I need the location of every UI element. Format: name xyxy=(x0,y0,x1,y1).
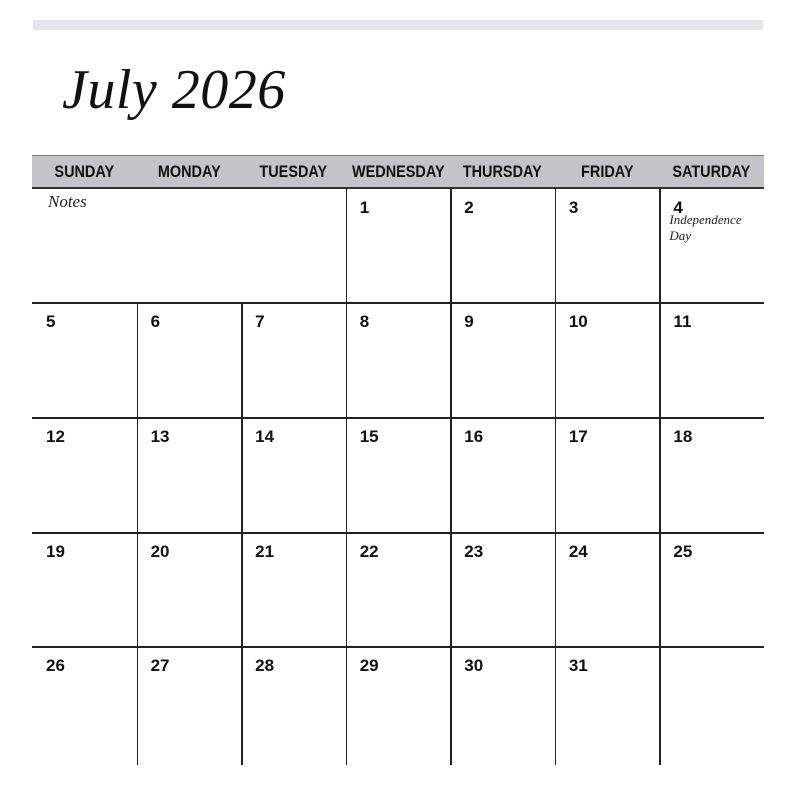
day-number: 28 xyxy=(255,656,275,675)
weekday-thursday: THURSDAY xyxy=(463,161,543,181)
day-number: 4 xyxy=(673,198,683,217)
day-number: 13 xyxy=(150,427,170,446)
day-cell[interactable] xyxy=(555,188,660,302)
day-cell[interactable] xyxy=(346,188,451,302)
day-cell[interactable] xyxy=(32,302,137,417)
day-number: 19 xyxy=(46,542,65,561)
day-number: 8 xyxy=(359,312,370,331)
day-number: 29 xyxy=(359,656,379,675)
day-number: 16 xyxy=(464,427,484,446)
holiday-label: Independence Day xyxy=(669,212,742,243)
day-number: 10 xyxy=(568,312,588,331)
day-cell[interactable] xyxy=(450,532,555,646)
day-cell[interactable] xyxy=(346,417,451,532)
day-cell[interactable] xyxy=(32,417,137,532)
day-divider xyxy=(450,188,452,765)
day-number: 7 xyxy=(255,312,265,331)
day-number: 24 xyxy=(568,542,588,561)
day-cell[interactable] xyxy=(137,302,242,417)
day-cell[interactable] xyxy=(659,302,764,417)
day-cell[interactable] xyxy=(450,417,555,532)
day-number: 2 xyxy=(464,198,474,217)
week-divider xyxy=(32,532,764,534)
day-grid xyxy=(32,188,764,765)
day-number: 31 xyxy=(568,656,588,675)
day-number: 11 xyxy=(673,312,692,331)
day-divider xyxy=(555,188,557,765)
weekday-monday: MONDAY xyxy=(157,161,221,181)
day-cell[interactable] xyxy=(659,417,764,532)
day-cell[interactable] xyxy=(450,302,555,417)
day-divider xyxy=(346,188,348,765)
weekday-wednesday: WEDNESDAY xyxy=(351,161,445,181)
day-number: 18 xyxy=(673,427,693,446)
day-cell[interactable] xyxy=(555,302,660,417)
empty-cell xyxy=(659,646,764,765)
day-cell[interactable] xyxy=(659,188,764,302)
day-cell[interactable] xyxy=(555,417,660,532)
day-cell[interactable] xyxy=(450,646,555,765)
day-cell[interactable] xyxy=(32,646,137,765)
day-cell[interactable] xyxy=(241,302,346,417)
day-number: 27 xyxy=(150,656,170,675)
day-number: 26 xyxy=(46,656,65,675)
day-number: 20 xyxy=(150,542,170,561)
day-cell[interactable] xyxy=(137,532,242,646)
day-number: 9 xyxy=(464,312,474,331)
day-number: 3 xyxy=(568,198,579,217)
day-divider xyxy=(137,302,139,765)
week-divider xyxy=(32,302,764,304)
day-cell[interactable] xyxy=(659,532,764,646)
day-divider xyxy=(241,302,243,765)
day-cell[interactable] xyxy=(450,188,555,302)
weekday-friday: FRIDAY xyxy=(580,161,634,181)
empty-cell xyxy=(137,188,242,302)
week-divider xyxy=(32,417,764,419)
day-cell[interactable] xyxy=(241,532,346,646)
empty-cell xyxy=(32,188,137,302)
day-cell[interactable] xyxy=(555,532,660,646)
page-title: July 2026 xyxy=(62,59,286,121)
day-number: 5 xyxy=(46,312,56,331)
day-cell[interactable] xyxy=(241,417,346,532)
day-number: 22 xyxy=(359,542,379,561)
day-cell[interactable] xyxy=(346,532,451,646)
day-number: 23 xyxy=(464,542,484,561)
day-cell[interactable] xyxy=(346,646,451,765)
day-cell[interactable] xyxy=(241,646,346,765)
calendar-top-edge xyxy=(33,20,763,30)
weekday-header xyxy=(32,155,764,189)
calendar-grid xyxy=(32,155,764,765)
day-divider xyxy=(659,188,661,765)
day-number: 12 xyxy=(46,427,65,446)
weekday-saturday: SATURDAY xyxy=(672,161,751,181)
weekday-tuesday: TUESDAY xyxy=(259,161,328,181)
day-cell[interactable] xyxy=(32,532,137,646)
day-cell[interactable] xyxy=(137,646,242,765)
day-number: 25 xyxy=(673,542,693,561)
day-number: 17 xyxy=(568,427,588,446)
empty-cell xyxy=(241,188,346,302)
day-number: 1 xyxy=(359,198,370,217)
day-number: 6 xyxy=(150,312,161,331)
day-number: 21 xyxy=(255,542,275,561)
day-cell[interactable] xyxy=(346,302,451,417)
week-divider xyxy=(32,646,764,648)
day-cell[interactable] xyxy=(555,646,660,765)
day-cell[interactable] xyxy=(137,417,242,532)
day-number: 14 xyxy=(255,427,275,446)
notes-label: Notes xyxy=(48,192,87,211)
day-number: 15 xyxy=(359,427,379,446)
day-number: 30 xyxy=(464,656,484,675)
weekday-sunday: SUNDAY xyxy=(54,161,115,181)
